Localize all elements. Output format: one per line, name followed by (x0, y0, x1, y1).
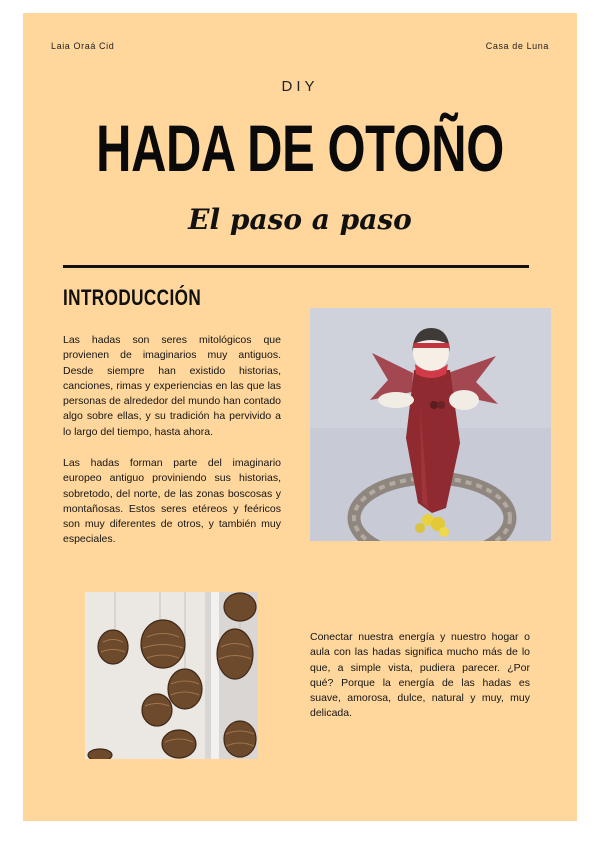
connect-paragraph: Conectar nuestra energía y nuestro hogar o aula con las hadas significa mucho más de lo que, a simple vista, pudiera parecer. ¿Por qué? Porque la energía de las hadas es suave, amorosa, dulce, natural y muy, muy delicada. (310, 631, 530, 720)
fairy-photo (310, 308, 551, 541)
page-title: HADA DE OTOÑO (96, 111, 504, 185)
kicker-label: DIY (281, 78, 319, 95)
divider-rule (63, 265, 529, 268)
fairy-illustration (310, 308, 551, 541)
page-subtitle: El paso a paso (188, 203, 412, 236)
pinecones-illustration (85, 592, 258, 759)
pinecones-photo (85, 592, 258, 759)
brand-name: Casa de Luna (485, 41, 549, 51)
document-page (23, 13, 577, 821)
author-name: Laia Oraá Cid (51, 41, 115, 51)
section-heading: INTRODUCCIÓN (63, 285, 202, 310)
intro-paragraph-2: Las hadas forman parte del imaginario europeo antiguo proviniendo sus historias, sobretodo, del norte, de las zonas boscosas y montañosas. Estos seres etéreos y feéricos son muy diferentes de otros, y también muy especiales. (63, 457, 281, 546)
intro-paragraph-1: Las hadas son seres mitológicos que provienen de imaginarios muy antiguos. Desde siempre han existido historias, canciones, rimas y experiencias en las que las personas de alrededor del mundo han contado algo sobre ellas, y su tradición ha pervivido a lo largo del tiempo, hasta ahora. (63, 334, 281, 438)
